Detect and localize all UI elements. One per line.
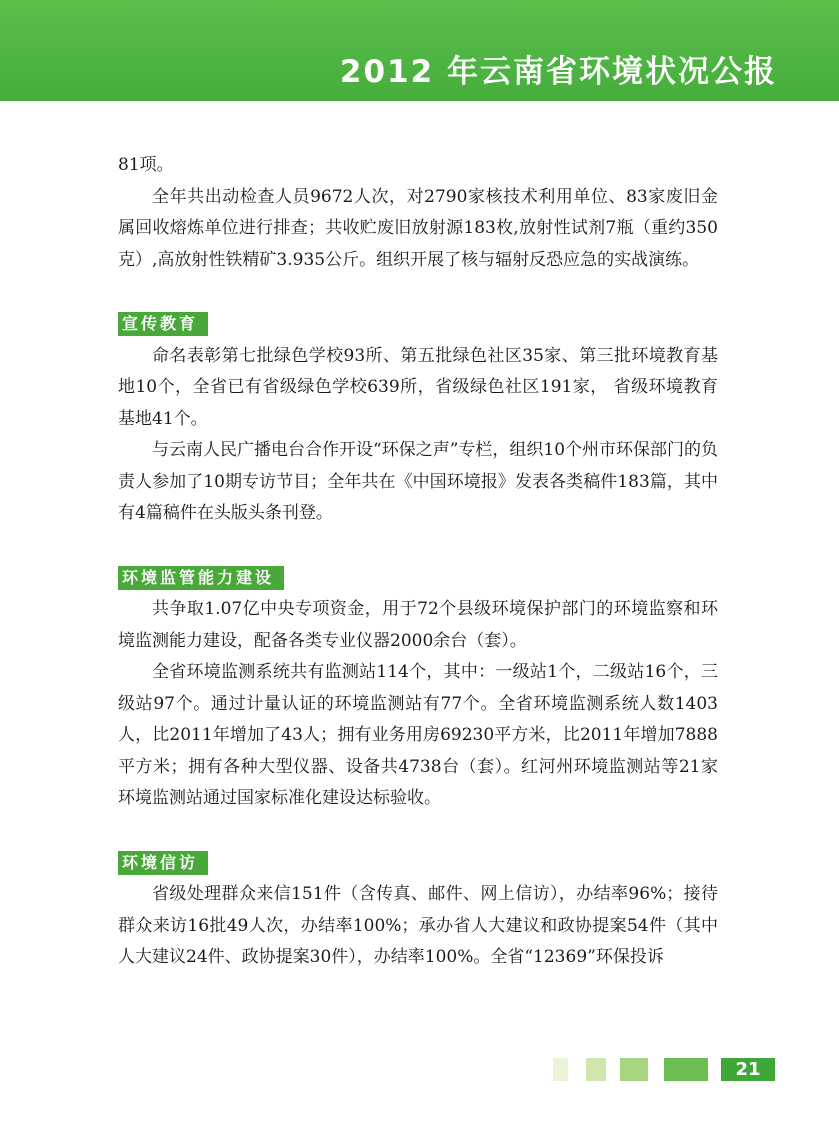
- footer-bar-1: [553, 1058, 568, 1081]
- footer-bar-4: [664, 1058, 708, 1081]
- document-body: [118, 150, 718, 974]
- section-title-publicity: 宣传教育: [118, 312, 208, 336]
- publicity-paragraph-2: 与云南人民广播电台合作开设“环保之声”专栏，组织10个州市环保部门的负责人参加了10期专访节目；全年共在《中国环境报》发表各类稿件183篇，其中有4篇稿件在头版头条刊登。: [118, 440, 719, 523]
- publicity-paragraph-1: 命名表彰第七批绿色学校93所、第五批绿色社区35家、第三批环境教育基地10个，全省已有省级绿色学校639所，省级绿色社区191家， 省级环境教育基地41个。: [118, 345, 718, 429]
- continued-paragraph: 81项。: [118, 155, 174, 175]
- petition-paragraph-1: 省级处理群众来信151件（含传真、邮件、网上信访），办结率96%；接待群众来访16批49人次，办结率100%；承办省人大建议和政协提案54件（其中人大建议24件、政协提案30件），办结率100%。全省“12369”环保投诉: [118, 884, 718, 967]
- capacity-paragraph-1: 共争取1.07亿中央专项资金，用于72个县级环境保护部门的环境监察和环境监测能力建设，配备各类专业仪器2000余台（套）。: [118, 599, 718, 651]
- footer-bar-3: [620, 1058, 648, 1081]
- inspection-paragraph: 全年共出动检查人员9672人次，对2790家核技术利用单位、83家废旧金属回收熔炼单位进行排查；共收贮废旧放射源183枚,放射性试剂7瓶（重约350克）,高放射性铁精矿3.935公斤。组织开展了核与辐射反恐应急的实战演练。: [118, 186, 718, 270]
- section-title-capacity: 环境监管能力建设: [118, 566, 284, 590]
- footer-bar-2: [586, 1058, 606, 1081]
- page-header: [0, 0, 839, 101]
- page-number: 21: [721, 1058, 775, 1081]
- section-title-petition: 环境信访: [118, 851, 208, 875]
- report-title: 2012 年云南省环境状况公报: [339, 54, 777, 90]
- capacity-paragraph-2: 全省环境监测系统共有监测站114个，其中：一级站1个，二级站16个，三级站97个。通过计量认证的环境监测站有77个。全省环境监测系统人数1403人，比2011年增加了43人；拥有业务用房69230平方米，比2011年增加7888平方米；拥有各种大型仪器、设备共4738台（套）。红河州环境监测站等21家环境监测站通过国家标准化建设达标验收。: [118, 662, 718, 808]
